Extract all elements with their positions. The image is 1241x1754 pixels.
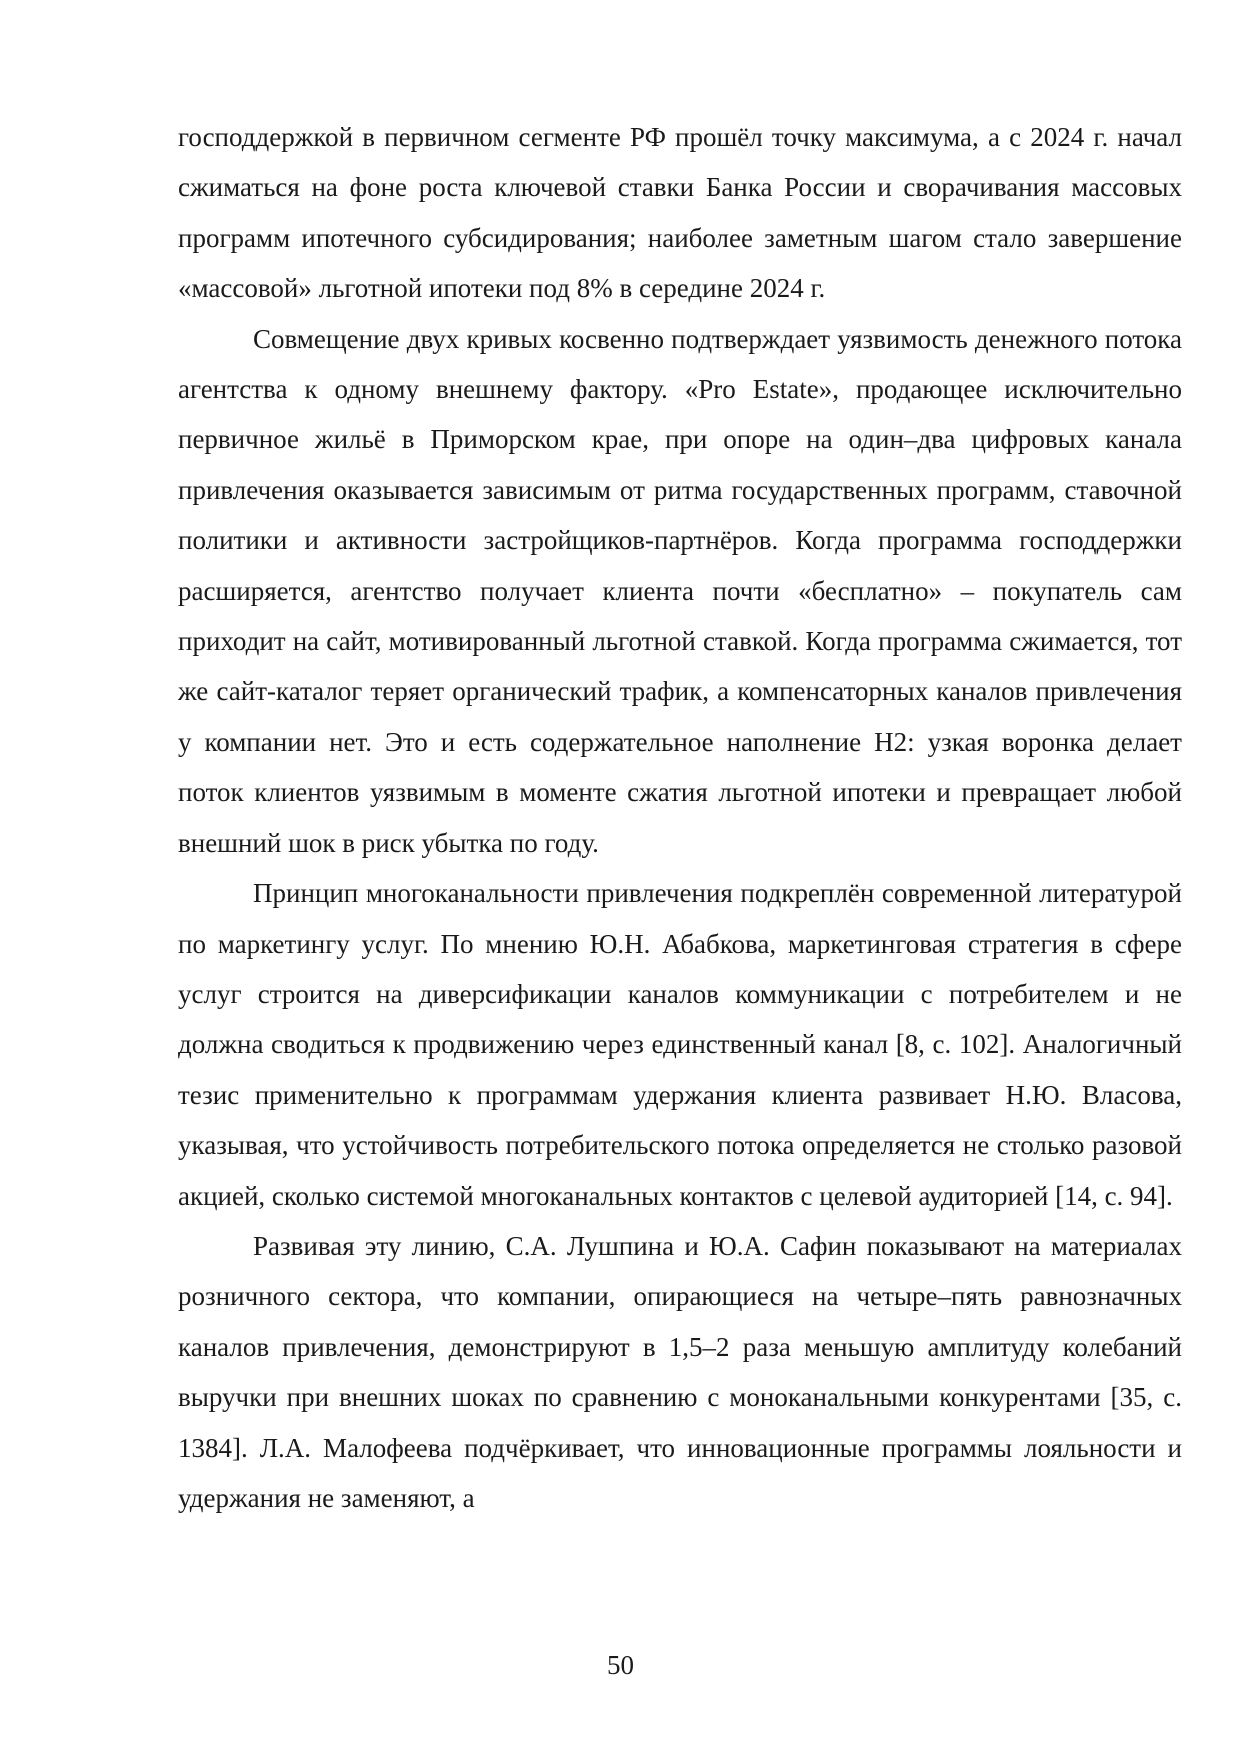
paragraph-multichannel-principle: Принцип многоканальности привлечения подкреплён современной литературой по маркетингу услуг. По мнению Ю.Н. Абабкова, маркетинговая стратегия в сфере услуг строится на диверсификации каналов коммуникации с потребителем и не должна сводиться к продвижению через единственный канал [8, с. 102]. Аналогичный тезис применительно к программам удержания клиента развивает Н.Ю. Власова, указывая, что устойчивость потребительского потока определяется не столько разовой акцией, сколько системой многоканальных контактов с целевой аудиторией [14, с. 94]. — [178, 878, 1182, 1211]
paragraph-retail-sector-evidence: Развивая эту линию, С.А. Лушпина и Ю.А. Сафин показывают на материалах розничного сектора, что компании, опирающиеся на четыре–пять равнозначных каналов привлечения, демонстрируют в 1,5–2 раза меньшую амплитуду колебаний выручки при внешних шоках по сравнению с моноканальными конкурентами [35, с. 1384]. Л.А. Малофеева подчёркивает, что инновационные программы лояльности и удержания не заменяют, а — [178, 1230, 1182, 1513]
page-number: 50 — [607, 1650, 634, 1680]
paragraph-continuation: господдержкой в первичном сегменте РФ прошёл точку максимума, а с 2024 г. начал сжиматься на фоне роста ключевой ставки Банка России и сворачивания массовых программ ипотечного субсидирования; наиболее заметным шагом стало завершение «массовой» льготной ипотеки под 8% в середине 2024 г. — [178, 122, 1182, 304]
body-text — [178, 112, 1182, 1523]
paragraph-pro-estate-vulnerability: Совмещение двух кривых косвенно подтверждает уязвимость денежного потока агентства к одному внешнему фактору. «Pro Estate», продающее исключительно первичное жильё в Приморском крае, при опоре на один–два цифровых канала привлечения оказывается зависимым от ритма государственных программ, ставочной политики и активности застройщиков-партнёров. Когда программа господдержки расширяется, агентство получает клиента почти «бесплатно» – покупатель сам приходит на сайт, мотивированный льготной ставкой. Когда программа сжимается, тот же сайт-каталог теряет органический трафик, а компенсаторных каналов привлечения у компании нет. Это и есть содержательное наполнение H2: узкая воронка делает поток клиентов уязвимым в моменте сжатия льготной ипотеки и превращает любой внешний шок в риск убытка по году. — [178, 323, 1182, 858]
